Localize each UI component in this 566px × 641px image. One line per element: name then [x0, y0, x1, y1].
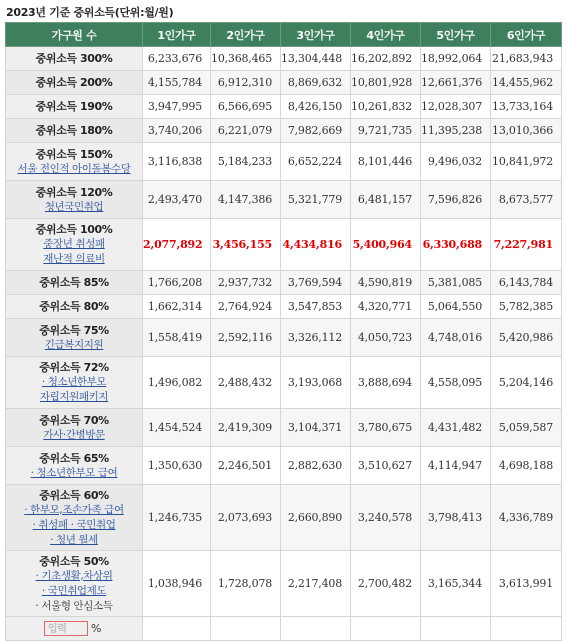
- row-label: [6, 551, 143, 617]
- program-link[interactable]: 청년국민취업: [44, 200, 104, 213]
- table-row: [6, 319, 562, 357]
- income-cell-2-person: 2,419,309: [211, 409, 281, 447]
- row-label-text: 중위소득 50%: [39, 554, 109, 568]
- table-row: [6, 181, 562, 219]
- income-cell-1-person: 1,558,419: [143, 319, 211, 357]
- income-cell-2-person: 2,592,116: [211, 319, 281, 357]
- income-cell-5-person: 4,431,482: [421, 409, 491, 447]
- table-row: [6, 409, 562, 447]
- income-cell-1-person: 6,233,676: [143, 47, 211, 71]
- percent-input[interactable]: 입력: [44, 621, 88, 636]
- row-label: [6, 95, 143, 119]
- program-link[interactable]: · 기초생활,차상위: [35, 569, 113, 582]
- income-cell-6-person: 14,455,962: [491, 71, 562, 95]
- program-link[interactable]: 중장년 취성패: [43, 238, 105, 250]
- table-row: [6, 551, 562, 617]
- income-cell-6-person: 8,673,577: [491, 181, 562, 219]
- header-6-person: 6인가구: [491, 23, 562, 47]
- row-label-text: 중위소득 65%: [39, 451, 109, 465]
- income-cell-3-person: 3,547,853: [281, 295, 351, 319]
- custom-result-cell: [211, 617, 281, 641]
- income-cell-1-person: 1,766,208: [143, 271, 211, 295]
- income-cell-3-person: 6,652,224: [281, 143, 351, 181]
- income-cell-3-person: 3,193,068: [281, 357, 351, 409]
- program-link[interactable]: · 청소년한부모: [41, 376, 107, 388]
- income-cell-4-person: 4,050,723: [351, 319, 421, 357]
- income-cell-5-person: 12,028,307: [421, 95, 491, 119]
- income-cell-2-person: 2,937,732: [211, 271, 281, 295]
- table-row: [6, 119, 562, 143]
- program-link[interactable]: · 청소년한부모 급여: [30, 466, 118, 479]
- row-label-text: 중위소득 300%: [35, 52, 113, 65]
- row-label: [6, 71, 143, 95]
- row-label: [6, 119, 143, 143]
- custom-percent-cell: [6, 617, 143, 641]
- income-cell-3-person: 13,304,448: [281, 47, 351, 71]
- income-cell-6-person: 21,683,943: [491, 47, 562, 71]
- custom-result-cell: [143, 617, 211, 641]
- row-label-text: 중위소득 190%: [35, 100, 113, 113]
- custom-result-cell: [281, 617, 351, 641]
- income-cell-4-person: 3,510,627: [351, 447, 421, 485]
- income-cell-4-person: 2,700,482: [351, 551, 421, 617]
- median-income-table: [5, 22, 562, 641]
- income-cell-6-person: 5,059,587: [491, 409, 562, 447]
- row-label-text: 중위소득 72%: [39, 361, 109, 374]
- income-cell-6-person: 6,143,784: [491, 271, 562, 295]
- income-cell-1-person: 1,454,524: [143, 409, 211, 447]
- income-cell-5-person: 5,381,085: [421, 271, 491, 295]
- income-cell-2-person: 6,912,310: [211, 71, 281, 95]
- income-cell-2-person: 2,246,501: [211, 447, 281, 485]
- income-cell-4-person: 10,261,832: [351, 95, 421, 119]
- row-label: [6, 357, 143, 409]
- income-cell-1-person: 1,350,630: [143, 447, 211, 485]
- table-row: [6, 219, 562, 271]
- income-cell-4-person: 4,320,771: [351, 295, 421, 319]
- header-row: [6, 23, 562, 47]
- program-link[interactable]: · 국민취업제도: [41, 584, 107, 597]
- income-cell-6-person: 4,698,188: [491, 447, 562, 485]
- income-cell-3-person: 8,869,632: [281, 71, 351, 95]
- program-link[interactable]: · 한부모,조손가족 급여: [24, 503, 124, 516]
- income-cell-2-person: 2,764,924: [211, 295, 281, 319]
- row-label: [6, 181, 143, 219]
- income-cell-1-person: 3,947,995: [143, 95, 211, 119]
- income-cell-4-person: 4,590,819: [351, 271, 421, 295]
- header-3-person: 3인가구: [281, 23, 351, 47]
- income-cell-5-person: 4,114,947: [421, 447, 491, 485]
- row-label-text: 중위소득 85%: [39, 276, 109, 289]
- income-cell-2-person: 2,073,693: [211, 485, 281, 551]
- income-cell-6-person: 7,227,981: [491, 219, 562, 271]
- income-cell-2-person: 10,368,465: [211, 47, 281, 71]
- income-cell-4-person: 10,801,928: [351, 71, 421, 95]
- income-cell-3-person: 5,321,779: [281, 181, 351, 219]
- income-cell-5-person: 9,496,032: [421, 143, 491, 181]
- income-cell-5-person: 4,558,095: [421, 357, 491, 409]
- custom-result-cell: [351, 617, 421, 641]
- income-cell-5-person: 4,748,016: [421, 319, 491, 357]
- income-cell-5-person: 7,596,826: [421, 181, 491, 219]
- program-link[interactable]: · 취성패 · 국민취업: [32, 518, 116, 531]
- program-link[interactable]: 긴급복지지원: [44, 338, 104, 351]
- income-cell-1-person: 1,662,314: [143, 295, 211, 319]
- row-label: [6, 295, 143, 319]
- income-cell-2-person: 6,221,079: [211, 119, 281, 143]
- income-cell-1-person: 2,493,470: [143, 181, 211, 219]
- row-label: [6, 219, 143, 271]
- table-caption: 2023년 기준 중위소득(단위:월/원): [6, 6, 174, 19]
- row-label-text: 중위소득 100%: [35, 223, 113, 236]
- income-cell-6-person: 5,420,986: [491, 319, 562, 357]
- custom-result-cell: [421, 617, 491, 641]
- income-cell-1-person: 4,155,784: [143, 71, 211, 95]
- income-cell-3-person: 4,434,816: [281, 219, 351, 271]
- header-1-person: 1인가구: [143, 23, 211, 47]
- row-label: [6, 319, 143, 357]
- income-cell-1-person: 1,038,946: [143, 551, 211, 617]
- row-label-text: 중위소득 150%: [35, 147, 113, 161]
- income-cell-2-person: 4,147,386: [211, 181, 281, 219]
- income-cell-6-person: 5,204,146: [491, 357, 562, 409]
- table-row: [6, 47, 562, 71]
- header-2-person: 2인가구: [211, 23, 281, 47]
- income-cell-5-person: 3,798,413: [421, 485, 491, 551]
- program-link[interactable]: 서울 전인적 아이돌봄수당: [17, 162, 131, 175]
- row-label: [6, 485, 143, 551]
- income-cell-4-person: 9,721,735: [351, 119, 421, 143]
- income-cell-2-person: 6,566,695: [211, 95, 281, 119]
- income-cell-2-person: 1,728,078: [211, 551, 281, 617]
- income-cell-1-person: 3,740,206: [143, 119, 211, 143]
- header-household-size: 가구원 수: [6, 23, 143, 47]
- income-cell-5-person: 18,992,064: [421, 47, 491, 71]
- row-label-text: 중위소득 120%: [35, 185, 113, 199]
- income-cell-3-person: 2,660,890: [281, 485, 351, 551]
- income-cell-3-person: 2,217,408: [281, 551, 351, 617]
- income-cell-3-person: 2,882,630: [281, 447, 351, 485]
- income-cell-5-person: 11,395,238: [421, 119, 491, 143]
- income-cell-1-person: 1,496,082: [143, 357, 211, 409]
- row-label: [6, 447, 143, 485]
- program-link[interactable]: 재난적 의료비: [43, 253, 105, 265]
- income-cell-6-person: 13,733,164: [491, 95, 562, 119]
- income-cell-2-person: 2,488,432: [211, 357, 281, 409]
- program-link[interactable]: · 청년 월세: [50, 533, 98, 546]
- table-row: [6, 447, 562, 485]
- income-cell-4-person: 6,481,157: [351, 181, 421, 219]
- row-label: [6, 409, 143, 447]
- row-label-text: 중위소득 70%: [39, 413, 109, 427]
- income-cell-2-person: 5,184,233: [211, 143, 281, 181]
- custom-result-cell: [491, 617, 562, 641]
- income-cell-2-person: 3,456,155: [211, 219, 281, 271]
- header-5-person: 5인가구: [421, 23, 491, 47]
- table-row: [6, 295, 562, 319]
- row-label-text: 중위소득 180%: [35, 124, 113, 137]
- row-label: [6, 47, 143, 71]
- income-cell-1-person: 3,116,838: [143, 143, 211, 181]
- income-cell-4-person: 16,202,892: [351, 47, 421, 71]
- income-cell-6-person: 10,841,972: [491, 143, 562, 181]
- table-row: [6, 95, 562, 119]
- income-cell-4-person: 3,888,694: [351, 357, 421, 409]
- income-cell-3-person: 3,769,594: [281, 271, 351, 295]
- row-label-text: 중위소득 75%: [39, 323, 109, 337]
- income-cell-3-person: 3,104,371: [281, 409, 351, 447]
- income-cell-5-person: 3,165,344: [421, 551, 491, 617]
- row-label-text: 중위소득 80%: [39, 300, 109, 313]
- table-row: [6, 271, 562, 295]
- income-cell-1-person: 2,077,892: [143, 219, 211, 271]
- income-cell-3-person: 7,982,669: [281, 119, 351, 143]
- income-cell-5-person: 5,064,550: [421, 295, 491, 319]
- row-label-text: 중위소득 200%: [35, 76, 113, 89]
- income-cell-5-person: 6,330,688: [421, 219, 491, 271]
- income-cell-5-person: 12,661,376: [421, 71, 491, 95]
- program-link[interactable]: 가사·간병방문: [43, 428, 105, 441]
- income-cell-3-person: 8,426,150: [281, 95, 351, 119]
- income-cell-6-person: 13,010,366: [491, 119, 562, 143]
- program-link[interactable]: 자립지원패키지: [39, 391, 109, 403]
- row-label-text: 중위소득 60%: [39, 488, 109, 502]
- header-4-person: 4인가구: [351, 23, 421, 47]
- row-label: [6, 271, 143, 295]
- income-cell-4-person: 8,101,446: [351, 143, 421, 181]
- income-cell-6-person: 3,613,991: [491, 551, 562, 617]
- table-row: [6, 357, 562, 409]
- income-cell-1-person: 1,246,735: [143, 485, 211, 551]
- table-row: [6, 71, 562, 95]
- row-label: [6, 143, 143, 181]
- custom-percent-row: [6, 617, 562, 641]
- income-cell-6-person: 5,782,385: [491, 295, 562, 319]
- income-cell-6-person: 4,336,789: [491, 485, 562, 551]
- table-row: [6, 143, 562, 181]
- program-label: · 서울형 안심소득: [35, 599, 113, 612]
- income-cell-3-person: 3,326,112: [281, 319, 351, 357]
- income-cell-4-person: 3,240,578: [351, 485, 421, 551]
- percent-unit: %: [91, 622, 102, 636]
- income-cell-4-person: 3,780,675: [351, 409, 421, 447]
- income-cell-4-person: 5,400,964: [351, 219, 421, 271]
- table-row: [6, 485, 562, 551]
